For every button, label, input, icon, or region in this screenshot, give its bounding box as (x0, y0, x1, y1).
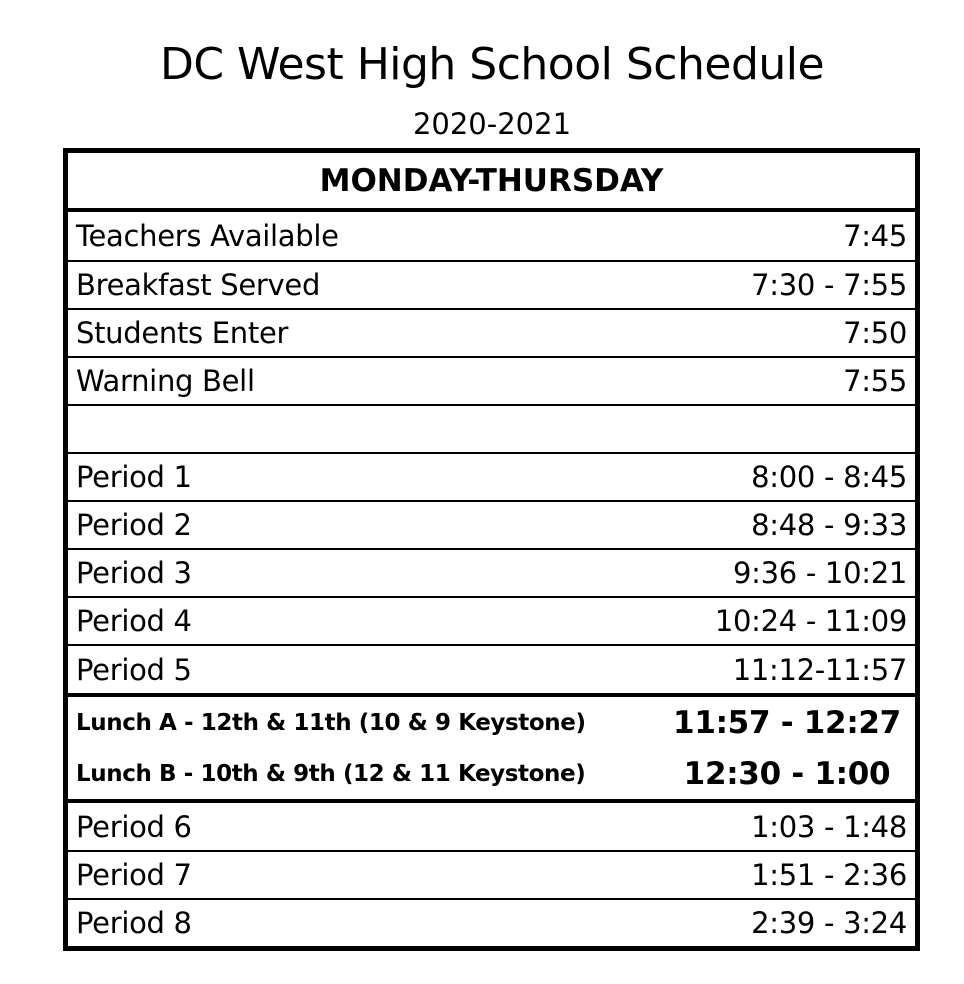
schedule-heading: MONDAY-THURSDAY (68, 153, 915, 212)
table-row (68, 262, 915, 310)
row-time: 8:00 - 8:45 (751, 460, 907, 494)
row-label: Period 3 (76, 556, 192, 590)
schedule-table (63, 148, 920, 951)
row-label: Breakfast Served (76, 268, 321, 302)
spacer-row (68, 406, 915, 454)
row-label: Period 2 (76, 508, 192, 542)
table-row (68, 900, 915, 946)
lunch-row (68, 697, 915, 748)
table-row (68, 212, 915, 262)
page-title: DC West High School Schedule (159, 39, 825, 90)
row-label: Teachers Available (76, 219, 339, 253)
row-label: Period 4 (76, 604, 192, 638)
row-time: 7:45 (843, 219, 907, 253)
row-label: Students Enter (76, 316, 289, 350)
lunch-row (68, 748, 915, 803)
table-row (68, 310, 915, 358)
table-row (68, 852, 915, 900)
school-year: 2020-2021 (412, 107, 572, 141)
row-label: Period 5 (76, 652, 192, 687)
row-label: Period 7 (76, 858, 192, 892)
row-label: Period 6 (76, 809, 192, 844)
lunch-label: Lunch B - 10th & 9th (12 & 11 Keystone) (76, 760, 586, 787)
row-time: 7:55 (843, 364, 907, 398)
table-row (68, 803, 915, 852)
row-label: Warning Bell (76, 364, 255, 398)
lunch-time: 12:30 - 1:00 (683, 755, 891, 792)
row-time: 11:12-11:57 (732, 652, 907, 687)
row-time: 1:03 - 1:48 (751, 809, 907, 844)
row-time: 7:30 - 7:55 (751, 268, 907, 302)
row-time: 10:24 - 11:09 (714, 604, 907, 638)
table-row (68, 550, 915, 598)
row-time: 9:36 - 10:21 (733, 556, 907, 590)
table-row (68, 598, 915, 646)
row-time: 8:48 - 9:33 (751, 508, 907, 542)
table-row (68, 454, 915, 502)
table-row (68, 358, 915, 406)
row-time: 1:51 - 2:36 (751, 858, 907, 892)
lunch-label: Lunch A - 12th & 11th (10 & 9 Keystone) (76, 709, 586, 736)
table-row (68, 502, 915, 550)
table-row (68, 646, 915, 697)
lunch-time: 11:57 - 12:27 (673, 704, 901, 741)
row-label: Period 1 (76, 460, 192, 494)
row-time: 7:50 (843, 316, 907, 350)
row-time: 2:39 - 3:24 (751, 906, 907, 940)
row-label: Period 8 (76, 906, 192, 940)
